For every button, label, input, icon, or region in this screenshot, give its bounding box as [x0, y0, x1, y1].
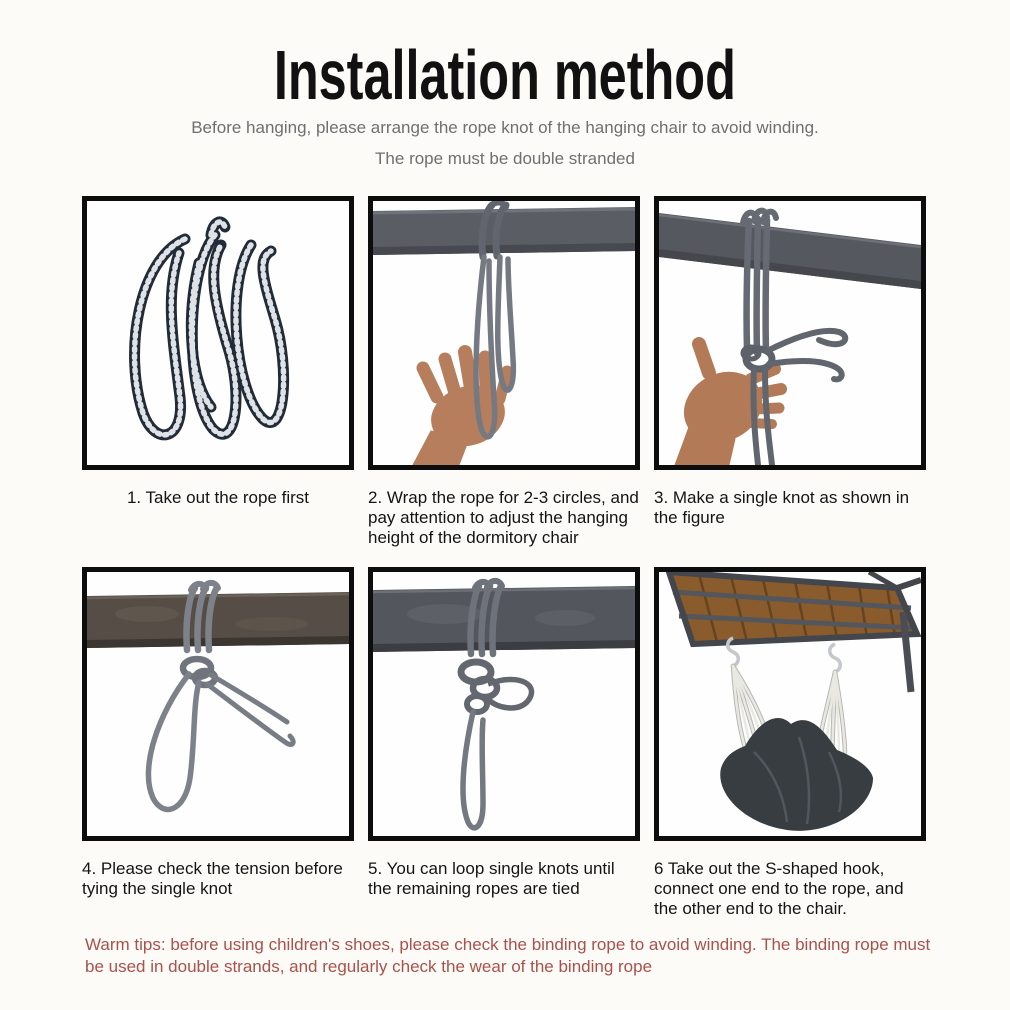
subtitle-line-1: Before hanging, please arrange the rope knot of the hanging chair to avoid winding. [191, 118, 819, 137]
step-6-caption: 6 Take out the S-shaped hook, connect one end to the rope, and the other end to the chair. [654, 859, 904, 918]
step-4-caption: 4. Please check the tension before tying the single knot [82, 859, 343, 898]
hanging-chair-illustration [659, 572, 921, 836]
step-4-cell [82, 567, 354, 919]
wood-beam [87, 592, 349, 648]
step-6-cell [654, 567, 926, 919]
stacked-knots-illustration [373, 572, 635, 836]
step-3-photo-panel [654, 196, 926, 470]
step-3-caption: 3. Make a single knot as shown in the figure [654, 488, 910, 527]
wood-beam [373, 586, 635, 652]
step-2-caption: 2. Wrap the rope for 2-3 circles, and pay attention to adjust the hanging height of the dormitory chair [368, 488, 639, 547]
wood-beam [659, 213, 921, 289]
loose-rope-ends [207, 675, 293, 744]
hanging-loop [148, 674, 199, 809]
coiled-rope [135, 222, 284, 435]
subtitle-line-2: The rope must be double stranded [375, 149, 635, 168]
step-2-photo-panel [368, 196, 640, 470]
step-2-cell [368, 196, 640, 567]
single-knot-illustration [659, 201, 921, 465]
steps-grid [82, 196, 926, 919]
page-title: Installation method [273, 36, 737, 114]
step-5-cell [368, 567, 640, 919]
warm-tips-text: Warm tips: before using children's shoes, please check the binding rope to avoid winding. The binding rope must be used in double strands, and regularly check the wear of the binding rope [85, 935, 931, 977]
rope-loop-illustration [87, 572, 349, 836]
step-6-photo-panel [654, 567, 926, 841]
step-3-cell [654, 196, 926, 567]
step-5-caption: 5. You can loop single knots until the remaining ropes are tied [368, 859, 615, 898]
step-4-photo-panel [82, 567, 354, 841]
hanging-loop [463, 712, 483, 828]
step-1-caption: 1. Take out the rope first [126, 488, 310, 507]
bed-frame-platform [669, 572, 921, 692]
step-5-photo-panel [368, 567, 640, 841]
coiled-rope-illustration [87, 201, 349, 465]
rope-ends [753, 331, 845, 465]
step-1-cell [82, 196, 354, 567]
step-1-photo-panel [82, 196, 354, 470]
page-title-wrap [0, 36, 1010, 114]
rope-wrapped-beam-illustration [373, 201, 635, 465]
knot-cluster [461, 662, 532, 712]
